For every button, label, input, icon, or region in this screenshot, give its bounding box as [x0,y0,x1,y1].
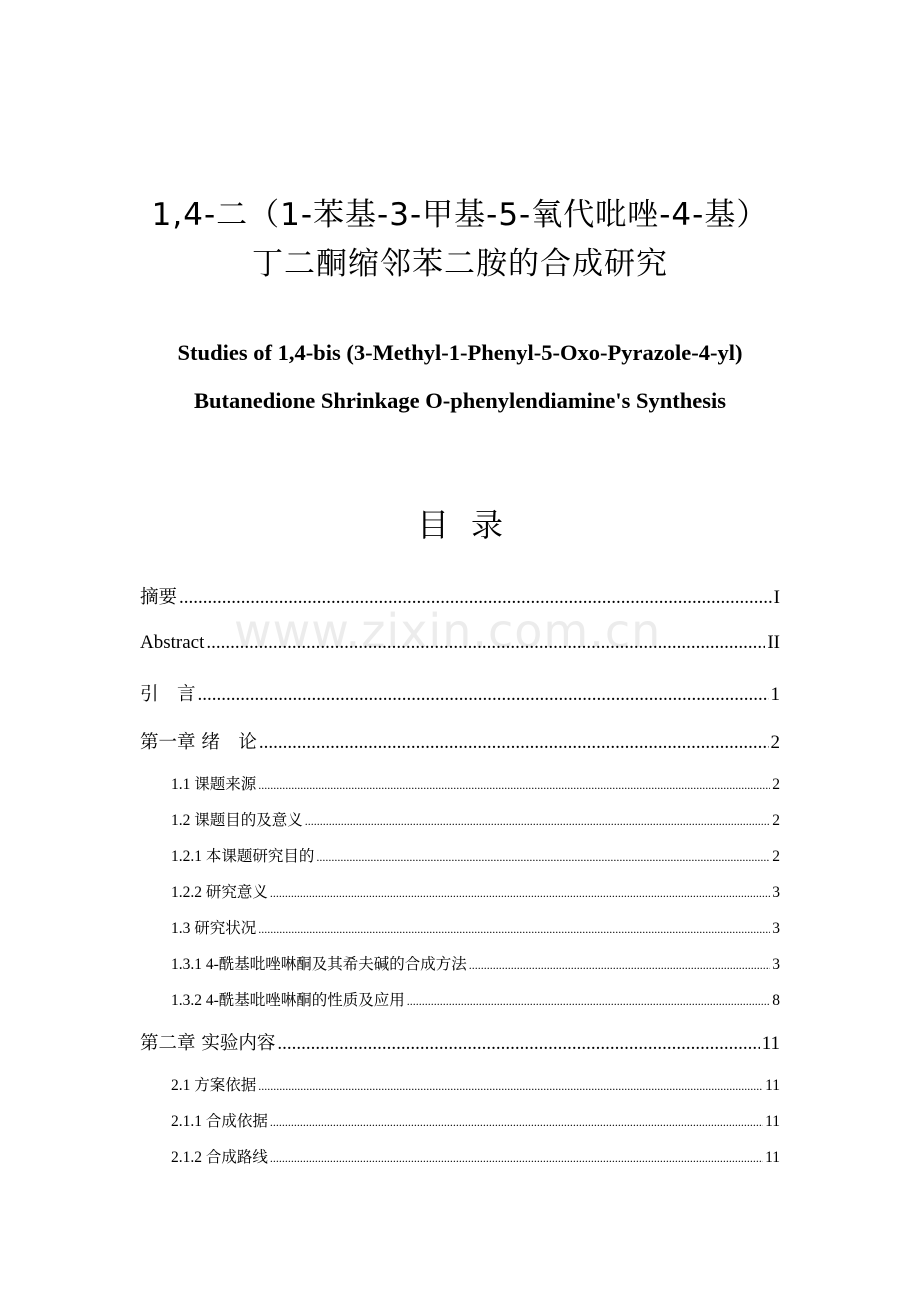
chinese-title-line-1: 1,4-二（1-苯基-3-甲基-5-氧代吡唑-4-基） [151,197,769,233]
toc-entry-page: II [767,632,780,653]
toc-entry-1-3-1[interactable] [171,952,780,974]
toc-dot-leader [258,1079,763,1094]
toc-entry-chapter-2[interactable] [140,1029,780,1055]
toc-heading: 目录 [416,506,525,544]
toc-entry-label: 引 言 [140,684,196,705]
toc-entry-label: 1.3.2 4-酰基吡唑啉酮的性质及应用 [171,992,405,1009]
toc-entry-label: 第一章 绪 论 [140,732,257,753]
english-title-line-1: Studies of 1,4-bis (3-Methyl-1-Phenyl-5-Oxo-Pyrazole-4-yl) [177,340,743,365]
toc-entry-chapter-1[interactable] [140,728,780,754]
english-title-line-2: Butanedione Shrinkage O-phenylendiamine's Synthesis [193,388,726,413]
toc-entry-page: 3 [772,884,780,901]
toc-entry-page: 11 [765,1113,780,1130]
toc-entry-page: 3 [772,956,780,973]
toc-entry-label: 第二章 实验内容 [140,1033,276,1054]
toc-entry-abstract-zh[interactable] [140,583,780,609]
toc-entry-label: 1.3 研究状况 [171,920,257,937]
toc-entry-page: 2 [772,812,780,829]
toc-entry-page: 2 [770,732,780,753]
toc-entry-introduction[interactable] [140,680,780,706]
watermark: www.zixin.com.cn [234,604,662,658]
toc-entry-abstract-en[interactable] [140,632,780,654]
toc-entry-2-1[interactable] [171,1073,780,1095]
toc-entry-label: 2.1.1 合成依据 [171,1113,268,1130]
toc-entry-1-2-2[interactable] [171,880,780,902]
toc-entry-label: 摘要 [140,587,178,608]
toc-entry-page: I [773,587,780,608]
toc-dot-leader [198,684,769,706]
toc-entry-label: 1.2 课题目的及意义 [171,812,303,829]
toc-entry-page: 8 [772,992,780,1009]
toc-entry-label: 1.2.1 本课题研究目的 [171,848,315,865]
toc-entry-label: 1.3.1 4-酰基吡唑啉酮及其希夫碱的合成方法 [171,956,467,973]
toc-dot-leader [305,814,770,829]
toc-entry-page: 2 [772,848,780,865]
toc-entry-page: 1 [770,684,780,705]
toc-dot-leader [316,850,770,865]
toc-entry-label: 1.1 课题来源 [171,776,257,793]
toc-dot-leader [469,958,770,973]
toc-entry-1-3[interactable] [171,916,780,938]
toc-entry-page: 11 [761,1033,780,1054]
toc-entry-label: 2.1.2 合成路线 [171,1149,268,1166]
toc-dot-leader [407,994,770,1009]
toc-dot-leader [270,886,770,901]
toc-entry-label: 1.2.2 研究意义 [171,884,268,901]
toc-dot-leader [270,1151,763,1166]
toc-entry-2-1-2[interactable] [171,1145,780,1167]
toc-dot-leader [179,587,772,609]
toc-dot-leader [277,1033,759,1055]
toc-dot-leader [258,922,770,937]
toc-entry-1-3-2[interactable] [171,988,780,1010]
toc-entry-page: 3 [772,920,780,937]
toc-dot-leader [270,1115,763,1130]
chinese-title-line-2: 丁二酮缩邻苯二胺的合成研究 [252,246,668,282]
toc-entry-2-1-1[interactable] [171,1109,780,1131]
toc-dot-leader [258,778,770,793]
toc-entry-page: 11 [765,1149,780,1166]
toc-entry-label: 2.1 方案依据 [171,1077,257,1094]
toc-entry-page: 11 [765,1077,780,1094]
toc-entry-page: 2 [772,776,780,793]
toc-dot-leader [259,732,769,754]
toc-entry-label: Abstract [140,632,205,653]
toc-entry-1-1[interactable] [171,772,780,794]
toc-entry-1-2-1[interactable] [171,844,780,866]
toc-entry-1-2[interactable] [171,808,780,830]
toc-dot-leader [206,632,765,654]
